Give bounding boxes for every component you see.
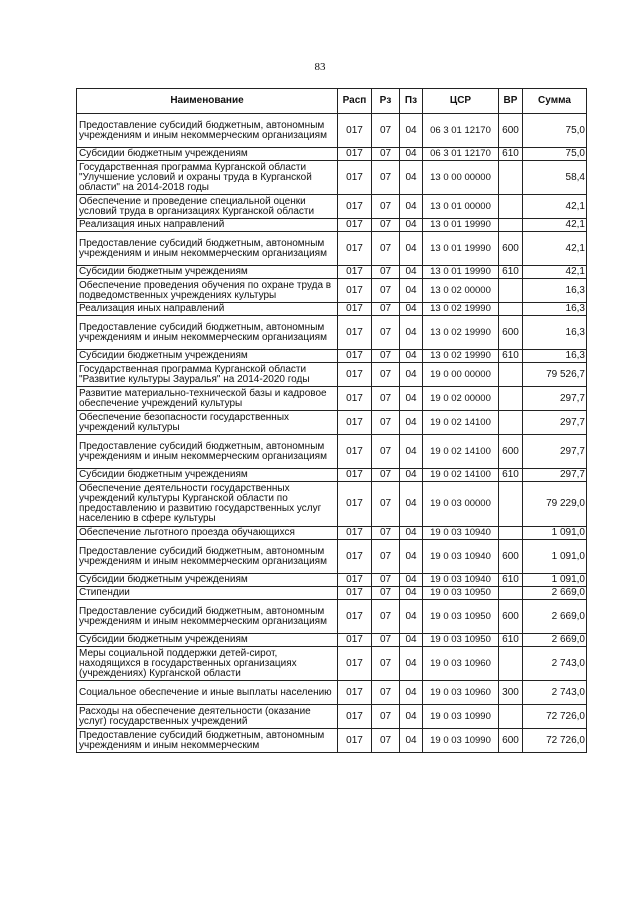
cell-sum: 58,4 bbox=[523, 161, 587, 195]
cell-vr: 610 bbox=[499, 469, 523, 482]
cell-vr: 610 bbox=[499, 634, 523, 647]
cell-rasp: 017 bbox=[338, 232, 372, 266]
cell-sum: 16,3 bbox=[523, 303, 587, 316]
cell-rz: 07 bbox=[372, 232, 400, 266]
cell-name: Предоставление субсидий бюджетным, автономным учреждениям и иным некоммерческим организациям bbox=[77, 600, 338, 634]
cell-rz: 07 bbox=[372, 482, 400, 527]
cell-vr bbox=[499, 705, 523, 729]
cell-name: Обеспечение и проведение специальной оценки условий труда в организациях Курганской области bbox=[77, 195, 338, 219]
cell-vr: 600 bbox=[499, 600, 523, 634]
cell-pz: 04 bbox=[400, 705, 423, 729]
cell-rasp: 017 bbox=[338, 303, 372, 316]
cell-csr: 13 0 01 19990 bbox=[423, 219, 499, 232]
cell-sum: 297,7 bbox=[523, 469, 587, 482]
table-row bbox=[77, 114, 587, 148]
table-row bbox=[77, 469, 587, 482]
cell-sum: 72 726,0 bbox=[523, 705, 587, 729]
cell-pz: 04 bbox=[400, 114, 423, 148]
cell-csr: 19 0 03 00000 bbox=[423, 482, 499, 527]
cell-vr bbox=[499, 195, 523, 219]
cell-rz: 07 bbox=[372, 411, 400, 435]
cell-vr: 600 bbox=[499, 729, 523, 753]
cell-name: Стипендии bbox=[77, 587, 338, 600]
cell-rasp: 017 bbox=[338, 574, 372, 587]
cell-name: Предоставление субсидий бюджетным, автономным учреждениям и иным некоммерческим организациям bbox=[77, 540, 338, 574]
cell-csr: 13 0 00 00000 bbox=[423, 161, 499, 195]
cell-csr: 19 0 03 10960 bbox=[423, 647, 499, 681]
cell-pz: 04 bbox=[400, 266, 423, 279]
cell-rz: 07 bbox=[372, 705, 400, 729]
cell-rasp: 017 bbox=[338, 729, 372, 753]
cell-vr: 600 bbox=[499, 435, 523, 469]
table-row bbox=[77, 161, 587, 195]
budget-table bbox=[76, 88, 587, 753]
table-row bbox=[77, 232, 587, 266]
cell-name: Субсидии бюджетным учреждениям bbox=[77, 574, 338, 587]
cell-vr bbox=[499, 387, 523, 411]
cell-rz: 07 bbox=[372, 527, 400, 540]
cell-pz: 04 bbox=[400, 387, 423, 411]
cell-rasp: 017 bbox=[338, 469, 372, 482]
cell-name: Государственная программа Курганской области "Развитие культуры Зауралья" на 2014-2020 годы bbox=[77, 363, 338, 387]
cell-pz: 04 bbox=[400, 574, 423, 587]
table-row bbox=[77, 540, 587, 574]
cell-sum: 72 726,0 bbox=[523, 729, 587, 753]
cell-sum: 16,3 bbox=[523, 316, 587, 350]
cell-name: Предоставление субсидий бюджетным, автономным учреждениям и иным некоммерческим организациям bbox=[77, 435, 338, 469]
cell-vr: 600 bbox=[499, 540, 523, 574]
cell-rasp: 017 bbox=[338, 161, 372, 195]
table-row bbox=[77, 574, 587, 587]
cell-csr: 13 0 02 19990 bbox=[423, 316, 499, 350]
cell-pz: 04 bbox=[400, 634, 423, 647]
cell-rasp: 017 bbox=[338, 527, 372, 540]
cell-rz: 07 bbox=[372, 161, 400, 195]
cell-vr bbox=[499, 527, 523, 540]
cell-sum: 297,7 bbox=[523, 387, 587, 411]
cell-vr bbox=[499, 647, 523, 681]
cell-rasp: 017 bbox=[338, 540, 372, 574]
cell-name: Предоставление субсидий бюджетным, автономным учреждениям и иным некоммерческим организациям bbox=[77, 114, 338, 148]
page-number: 83 bbox=[314, 61, 326, 73]
table-row bbox=[77, 587, 587, 600]
cell-name: Государственная программа Курганской области "Улучшение условий и охраны труда в Курганской области" на 2014-2018 годы bbox=[77, 161, 338, 195]
cell-pz: 04 bbox=[400, 232, 423, 266]
cell-pz: 04 bbox=[400, 681, 423, 705]
cell-vr bbox=[499, 411, 523, 435]
header-rz: Рз bbox=[372, 89, 400, 114]
cell-vr bbox=[499, 219, 523, 232]
cell-csr: 13 0 02 00000 bbox=[423, 279, 499, 303]
cell-rz: 07 bbox=[372, 540, 400, 574]
cell-vr: 610 bbox=[499, 148, 523, 161]
cell-name: Реализация иных направлений bbox=[77, 219, 338, 232]
cell-pz: 04 bbox=[400, 527, 423, 540]
cell-rasp: 017 bbox=[338, 634, 372, 647]
cell-rz: 07 bbox=[372, 681, 400, 705]
table-row bbox=[77, 219, 587, 232]
cell-sum: 2 743,0 bbox=[523, 647, 587, 681]
cell-rasp: 017 bbox=[338, 279, 372, 303]
cell-pz: 04 bbox=[400, 482, 423, 527]
table-row bbox=[77, 387, 587, 411]
cell-vr: 610 bbox=[499, 350, 523, 363]
cell-rasp: 017 bbox=[338, 350, 372, 363]
table-row bbox=[77, 527, 587, 540]
cell-csr: 19 0 03 10990 bbox=[423, 729, 499, 753]
table-row bbox=[77, 435, 587, 469]
cell-name: Обеспечение безопасности государственных учреждений культуры bbox=[77, 411, 338, 435]
cell-sum: 2 669,0 bbox=[523, 600, 587, 634]
header-sum: Сумма bbox=[523, 89, 587, 114]
cell-csr: 06 3 01 12170 bbox=[423, 148, 499, 161]
cell-name: Реализация иных направлений bbox=[77, 303, 338, 316]
table-row bbox=[77, 411, 587, 435]
cell-sum: 2 669,0 bbox=[523, 587, 587, 600]
header-pz: Пз bbox=[400, 89, 423, 114]
cell-rz: 07 bbox=[372, 114, 400, 148]
cell-rz: 07 bbox=[372, 387, 400, 411]
cell-rasp: 017 bbox=[338, 681, 372, 705]
cell-rasp: 017 bbox=[338, 482, 372, 527]
cell-csr: 19 0 03 10940 bbox=[423, 574, 499, 587]
cell-sum: 16,3 bbox=[523, 350, 587, 363]
cell-vr: 300 bbox=[499, 681, 523, 705]
cell-sum: 2 743,0 bbox=[523, 681, 587, 705]
table-row bbox=[77, 195, 587, 219]
cell-vr bbox=[499, 303, 523, 316]
cell-csr: 13 0 02 19990 bbox=[423, 350, 499, 363]
cell-vr bbox=[499, 587, 523, 600]
cell-rz: 07 bbox=[372, 574, 400, 587]
cell-rz: 07 bbox=[372, 266, 400, 279]
cell-sum: 16,3 bbox=[523, 279, 587, 303]
cell-vr bbox=[499, 161, 523, 195]
cell-sum: 2 669,0 bbox=[523, 634, 587, 647]
cell-vr: 600 bbox=[499, 114, 523, 148]
cell-name: Расходы на обеспечение деятельности (оказание услуг) государственных учреждений bbox=[77, 705, 338, 729]
table-row bbox=[77, 350, 587, 363]
cell-pz: 04 bbox=[400, 350, 423, 363]
cell-name: Субсидии бюджетным учреждениям bbox=[77, 469, 338, 482]
cell-rasp: 017 bbox=[338, 266, 372, 279]
cell-sum: 79 229,0 bbox=[523, 482, 587, 527]
table-row bbox=[77, 681, 587, 705]
table-row bbox=[77, 729, 587, 753]
cell-sum: 297,7 bbox=[523, 411, 587, 435]
table-row bbox=[77, 647, 587, 681]
table-row bbox=[77, 600, 587, 634]
cell-name: Обеспечение льготного проезда обучающихся bbox=[77, 527, 338, 540]
table-row bbox=[77, 316, 587, 350]
cell-rz: 07 bbox=[372, 350, 400, 363]
table-row bbox=[77, 705, 587, 729]
cell-sum: 297,7 bbox=[523, 435, 587, 469]
cell-rasp: 017 bbox=[338, 411, 372, 435]
cell-csr: 06 3 01 12170 bbox=[423, 114, 499, 148]
cell-rz: 07 bbox=[372, 647, 400, 681]
cell-pz: 04 bbox=[400, 303, 423, 316]
cell-rasp: 017 bbox=[338, 363, 372, 387]
cell-csr: 19 0 03 10940 bbox=[423, 540, 499, 574]
cell-rz: 07 bbox=[372, 435, 400, 469]
cell-name: Субсидии бюджетным учреждениям bbox=[77, 148, 338, 161]
cell-rasp: 017 bbox=[338, 600, 372, 634]
cell-pz: 04 bbox=[400, 729, 423, 753]
cell-pz: 04 bbox=[400, 469, 423, 482]
cell-rasp: 017 bbox=[338, 387, 372, 411]
cell-rasp: 017 bbox=[338, 219, 372, 232]
cell-csr: 19 0 02 14100 bbox=[423, 411, 499, 435]
cell-pz: 04 bbox=[400, 279, 423, 303]
cell-rasp: 017 bbox=[338, 148, 372, 161]
cell-csr: 19 0 03 10950 bbox=[423, 634, 499, 647]
table-row bbox=[77, 303, 587, 316]
cell-csr: 19 0 02 14100 bbox=[423, 469, 499, 482]
cell-csr: 19 0 03 10950 bbox=[423, 600, 499, 634]
table-header-row bbox=[77, 89, 587, 114]
cell-csr: 13 0 02 19990 bbox=[423, 303, 499, 316]
cell-sum: 42,1 bbox=[523, 232, 587, 266]
header-name: Наименование bbox=[77, 89, 338, 114]
cell-pz: 04 bbox=[400, 647, 423, 681]
cell-vr: 610 bbox=[499, 266, 523, 279]
cell-rz: 07 bbox=[372, 303, 400, 316]
cell-csr: 13 0 01 19990 bbox=[423, 266, 499, 279]
cell-pz: 04 bbox=[400, 540, 423, 574]
cell-sum: 75,0 bbox=[523, 148, 587, 161]
cell-name: Социальное обеспечение и иные выплаты населению bbox=[77, 681, 338, 705]
table-row bbox=[77, 279, 587, 303]
header-csr: ЦСР bbox=[423, 89, 499, 114]
cell-csr: 19 0 03 10950 bbox=[423, 587, 499, 600]
cell-csr: 19 0 03 10990 bbox=[423, 705, 499, 729]
cell-pz: 04 bbox=[400, 219, 423, 232]
cell-pz: 04 bbox=[400, 161, 423, 195]
table-row bbox=[77, 148, 587, 161]
cell-pz: 04 bbox=[400, 435, 423, 469]
cell-name: Обеспечение проведения обучения по охране труда в подведомственных учреждениях культуры bbox=[77, 279, 338, 303]
table-row bbox=[77, 634, 587, 647]
cell-rz: 07 bbox=[372, 729, 400, 753]
cell-name: Развитие материально-технической базы и кадровое обеспечение учреждений культуры bbox=[77, 387, 338, 411]
cell-name: Субсидии бюджетным учреждениям bbox=[77, 634, 338, 647]
cell-sum: 1 091,0 bbox=[523, 574, 587, 587]
cell-pz: 04 bbox=[400, 316, 423, 350]
cell-rz: 07 bbox=[372, 195, 400, 219]
cell-rz: 07 bbox=[372, 600, 400, 634]
cell-vr: 600 bbox=[499, 232, 523, 266]
cell-pz: 04 bbox=[400, 195, 423, 219]
cell-sum: 42,1 bbox=[523, 195, 587, 219]
cell-rasp: 017 bbox=[338, 114, 372, 148]
cell-rz: 07 bbox=[372, 634, 400, 647]
cell-csr: 13 0 01 19990 bbox=[423, 232, 499, 266]
cell-rasp: 017 bbox=[338, 435, 372, 469]
cell-pz: 04 bbox=[400, 148, 423, 161]
cell-rz: 07 bbox=[372, 316, 400, 350]
cell-name: Предоставление субсидий бюджетным, автономным учреждениям и иным некоммерческим организациям bbox=[77, 316, 338, 350]
cell-name: Субсидии бюджетным учреждениям bbox=[77, 350, 338, 363]
cell-name: Меры социальной поддержки детей-сирот, находящихся в государственных организациях (учреждениях) Курганской области bbox=[77, 647, 338, 681]
cell-rz: 07 bbox=[372, 587, 400, 600]
cell-rasp: 017 bbox=[338, 587, 372, 600]
cell-rasp: 017 bbox=[338, 195, 372, 219]
cell-rasp: 017 bbox=[338, 316, 372, 350]
table-row bbox=[77, 363, 587, 387]
cell-pz: 04 bbox=[400, 363, 423, 387]
cell-name: Обеспечение деятельности государственных учреждений культуры Курганской области по предоставлению и развитию государственных услуг населению в сфере культуры bbox=[77, 482, 338, 527]
cell-csr: 19 0 02 14100 bbox=[423, 435, 499, 469]
cell-sum: 42,1 bbox=[523, 219, 587, 232]
cell-sum: 42,1 bbox=[523, 266, 587, 279]
cell-rz: 07 bbox=[372, 148, 400, 161]
cell-rz: 07 bbox=[372, 279, 400, 303]
cell-sum: 1 091,0 bbox=[523, 527, 587, 540]
cell-vr: 600 bbox=[499, 316, 523, 350]
cell-pz: 04 bbox=[400, 411, 423, 435]
cell-csr: 19 0 00 00000 bbox=[423, 363, 499, 387]
cell-pz: 04 bbox=[400, 600, 423, 634]
cell-csr: 19 0 03 10940 bbox=[423, 527, 499, 540]
cell-sum: 1 091,0 bbox=[523, 540, 587, 574]
cell-vr bbox=[499, 363, 523, 387]
cell-pz: 04 bbox=[400, 587, 423, 600]
cell-rz: 07 bbox=[372, 469, 400, 482]
cell-csr: 13 0 01 00000 bbox=[423, 195, 499, 219]
cell-rasp: 017 bbox=[338, 647, 372, 681]
table-body bbox=[77, 114, 587, 753]
cell-name: Предоставление субсидий бюджетным, автономным учреждениям и иным некоммерческим организациям bbox=[77, 232, 338, 266]
cell-rz: 07 bbox=[372, 363, 400, 387]
cell-sum: 75,0 bbox=[523, 114, 587, 148]
header-vr: ВР bbox=[499, 89, 523, 114]
cell-vr: 610 bbox=[499, 574, 523, 587]
cell-csr: 19 0 02 00000 bbox=[423, 387, 499, 411]
cell-vr bbox=[499, 482, 523, 527]
cell-name: Субсидии бюджетным учреждениям bbox=[77, 266, 338, 279]
cell-rz: 07 bbox=[372, 219, 400, 232]
cell-name: Предоставление субсидий бюджетным, автономным учреждениям и иным некоммерческим bbox=[77, 729, 338, 753]
cell-csr: 19 0 03 10960 bbox=[423, 681, 499, 705]
table-row bbox=[77, 482, 587, 527]
header-rasp: Расп bbox=[338, 89, 372, 114]
cell-vr bbox=[499, 279, 523, 303]
cell-sum: 79 526,7 bbox=[523, 363, 587, 387]
cell-rasp: 017 bbox=[338, 705, 372, 729]
table-row bbox=[77, 266, 587, 279]
